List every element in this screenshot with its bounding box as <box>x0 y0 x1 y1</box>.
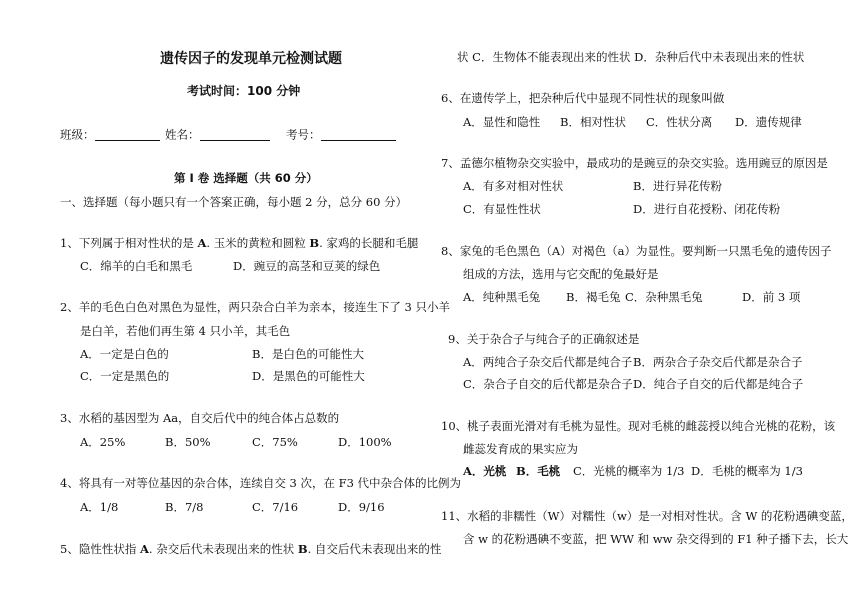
name-blank[interactable] <box>200 129 270 141</box>
id-blank[interactable] <box>321 129 396 141</box>
q9-option-d: D．纯合子自交的后代都是纯合子 <box>633 377 804 391</box>
q3-option-c: C．75% <box>252 435 298 449</box>
q11-stem-line1: 11、水稻的非糯性（W）对糯性（w）是一对相对性状。含 W 的花粉遇碘变蓝， <box>441 509 853 523</box>
q9-option-a: A．两纯合子杂交后代都是纯合子 <box>463 355 633 369</box>
q7-option-c: C．有显性性状 <box>463 202 541 216</box>
q9-option-c: C．杂合子自交的后代都是杂合子 <box>463 377 633 391</box>
q6-option-d: D．遗传规律 <box>735 115 802 129</box>
class-label: 班级： <box>60 127 95 142</box>
q9-stem: 9、关于杂合子与纯合子的正确叙述是 <box>448 332 640 346</box>
q6-option-b: B．相对性状 <box>560 115 626 129</box>
q9-option-b: B．两杂合子杂交后代都是杂合子 <box>633 355 803 369</box>
q8-option-a: A．纯种黑毛兔 <box>463 290 541 304</box>
q7-stem: 7、孟德尔植物杂交实验中，最成功的是豌豆的杂交实验。选用豌豆的原因是 <box>441 156 828 170</box>
q6-option-a: A．显性和隐性 <box>463 115 541 129</box>
q3-option-b: B．50% <box>165 435 211 449</box>
class-field <box>60 129 160 141</box>
q1-option-c: C．绵羊的白毛和黑毛 <box>80 259 193 273</box>
q3-stem: 3、水稻的基因型为 Aa，自交后代中的纯合体占总数的 <box>60 411 340 425</box>
q5-stem: 5、隐性性状指 A. 杂交后代未表现出来的性状 B. 自交后代未表现出来的性 <box>60 542 442 556</box>
exam-time: 考试时间：100 分钟 <box>187 84 301 98</box>
q11-stem-line2: 含 w 的花粉遇碘不变蓝，把 WW 和 ww 杂交得到的 F1 种子播下去，长大 <box>463 532 849 546</box>
q7-option-b: B．进行异花传粉 <box>633 179 722 193</box>
q4-option-c: C．7/16 <box>252 500 299 514</box>
q1-option-d: D．豌豆的高茎和豆荚的绿色 <box>233 259 381 273</box>
id-label: 考号： <box>286 127 321 142</box>
q4-option-d: D．9/16 <box>338 500 385 514</box>
q4-option-a: A．1/8 <box>80 500 119 514</box>
q10-option-b: B．毛桃 <box>516 464 561 478</box>
name-label: 姓名： <box>165 127 200 142</box>
q8-option-b: B．褐毛兔 <box>566 290 621 304</box>
q10-option-a: A．光桃 <box>463 464 507 478</box>
q4-option-b: B．7/8 <box>165 500 204 514</box>
q2-stem-line1: 2、羊的毛色白色对黑色为显性，两只杂合白羊为亲本，接连生下了 3 只小羊 <box>60 300 450 314</box>
id-field <box>286 129 396 141</box>
q10-option-c: C．光桃的概率为 1/3 <box>573 464 685 478</box>
q6-stem: 6、在遗传学上，把杂种后代中显现不同性状的现象叫做 <box>441 91 725 105</box>
q2-stem-line2: 是白羊，若他们再生第 4 只小羊，其毛色 <box>80 324 291 338</box>
q3-option-a: A．25% <box>80 435 126 449</box>
name-field <box>165 129 270 141</box>
q8-stem-line1: 8、家兔的毛色黑色（A）对褐色（a）为显性。要判断一只黑毛兔的遗传因子 <box>441 244 832 258</box>
q8-option-c: C．杂种黑毛兔 <box>625 290 703 304</box>
q2-option-d: D．是黑色的可能性大 <box>252 369 365 383</box>
class-blank[interactable] <box>95 129 160 141</box>
q10-option-d: D．毛桃的概率为 1/3 <box>691 464 803 478</box>
q10-stem-line2: 雌蕊发育成的果实应为 <box>463 442 578 456</box>
q2-option-c: C．一定是黑色的 <box>80 369 170 383</box>
q7-option-d: D．进行自花授粉、闭花传粉 <box>633 202 781 216</box>
q2-option-b: B．是白色的可能性大 <box>252 347 364 361</box>
q2-option-a: A．一定是白色的 <box>80 347 169 361</box>
q5-continuation: 状 C．生物体不能表现出来的性状 D．杂种后代中未表现出来的性状 <box>457 50 805 64</box>
q7-option-a: A．有多对相对性状 <box>463 179 564 193</box>
section-title: 第 I 卷 选择题（共 60 分） <box>174 171 318 185</box>
q8-stem-line2: 组成的方法，选用与它交配的兔最好是 <box>463 267 659 281</box>
section-instruction: 一、选择题（每小题只有一个答案正确，每小题 2 分，总分 60 分） <box>60 195 408 209</box>
q1-stem: 1、下列属于相对性状的是 A. 玉米的黄粒和圆粒 B. 家鸡的长腿和毛腿 <box>60 236 419 250</box>
q3-option-d: D．100% <box>338 435 392 449</box>
q4-stem: 4、将具有一对等位基因的杂合体，连续自交 3 次，在 F3 代中杂合体的比例为 <box>60 476 462 490</box>
q10-stem-line1: 10、桃子表面光滑对有毛桃为显性。现对毛桃的雌蕊授以纯合光桃的花粉，该 <box>441 419 836 433</box>
exam-title: 遗传因子的发现单元检测试题 <box>160 51 342 67</box>
q8-option-d: D．前 3 项 <box>742 290 801 304</box>
q6-option-c: C．性状分离 <box>646 115 713 129</box>
